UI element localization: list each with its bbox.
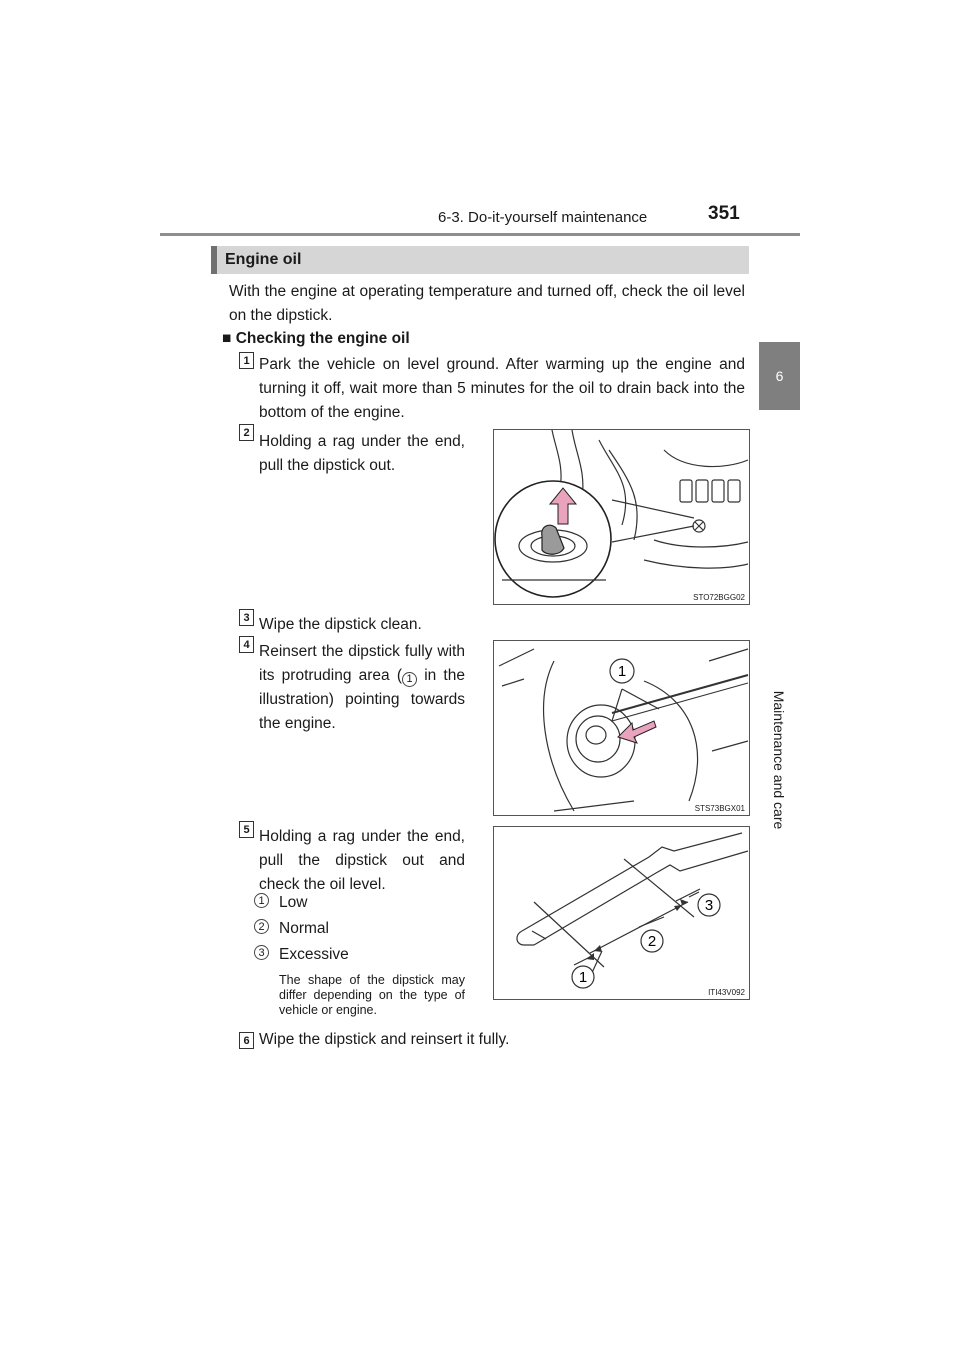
step-3-text: Wipe the dipstick clean. xyxy=(259,616,422,633)
step-4-text-before: Reinsert the dipstick fully with its protruding area ( xyxy=(259,643,465,684)
figure-dipstick-levels xyxy=(493,826,750,1000)
step-2-text: Holding a rag under the end, pull the dipstick out. xyxy=(259,433,465,474)
step-5-text: Holding a rag under the end, pull the dipstick out and check the oil level. xyxy=(259,828,465,893)
figure-reinsert-dipstick xyxy=(493,640,750,816)
section-title-bar xyxy=(211,246,749,274)
chapter-number: 6 xyxy=(775,368,784,384)
step-number-2: 2 xyxy=(239,424,254,441)
step-number-5: 5 xyxy=(239,821,254,838)
subheading-text: Checking the engine oil xyxy=(235,330,410,347)
figure-level-callout-1: 1 xyxy=(578,969,588,986)
callout-1: 1 xyxy=(402,672,417,687)
figure-level-callout-3: 3 xyxy=(704,897,714,914)
chapter-title: Maintenance and care xyxy=(771,690,787,830)
header-rule xyxy=(160,233,800,236)
step-number-6: 6 xyxy=(239,1032,254,1049)
intro-paragraph: With the engine at operating temperature and turned off, check the oil level on the dipstick. xyxy=(229,283,745,324)
engine-bay-illustration xyxy=(494,430,749,604)
figure-code: STO72BGG02 xyxy=(693,593,745,602)
level-number-3: 3 xyxy=(254,945,269,960)
figure-code: STS73BGX01 xyxy=(694,804,745,813)
figure-pull-dipstick xyxy=(493,429,750,605)
figure-level-callout-2: 2 xyxy=(647,933,657,950)
level-number-2: 2 xyxy=(254,919,269,934)
figure-code: ITI43V092 xyxy=(708,988,745,997)
section-title: Engine oil xyxy=(225,251,302,268)
dipstick-note: The shape of the dipstick may differ depending on the type of vehicle or engine. xyxy=(279,973,465,1017)
step-6-text: Wipe the dipstick and reinsert it fully. xyxy=(259,1031,510,1048)
step-number-3: 3 xyxy=(239,609,254,626)
figure-callout-1: 1 xyxy=(617,663,627,680)
step-4-text-after: in the illustration) pointing towards the engine. xyxy=(259,667,465,732)
level-label-excessive: Excessive xyxy=(279,946,349,963)
step-4-text xyxy=(259,640,465,736)
subheading xyxy=(222,330,410,348)
step-1-text: Park the vehicle on level ground. After warming up the engine and turning it off, wait more than 5 minutes for the oil to drain back into the bottom of the engine. xyxy=(259,356,745,421)
step-number-4: 4 xyxy=(239,636,254,653)
step-number-1: 1 xyxy=(239,352,254,369)
title-accent xyxy=(211,246,217,274)
level-label-low: Low xyxy=(279,894,308,911)
level-label-normal: Normal xyxy=(279,920,329,937)
level-number-1: 1 xyxy=(254,893,269,908)
dipstick-tube-illustration xyxy=(494,641,749,815)
page-number: 351 xyxy=(708,203,740,224)
square-bullet-icon: ■ xyxy=(222,330,232,347)
header-section-title: 6-3. Do-it-yourself maintenance xyxy=(438,209,648,226)
dipstick-levels-illustration xyxy=(494,827,749,999)
